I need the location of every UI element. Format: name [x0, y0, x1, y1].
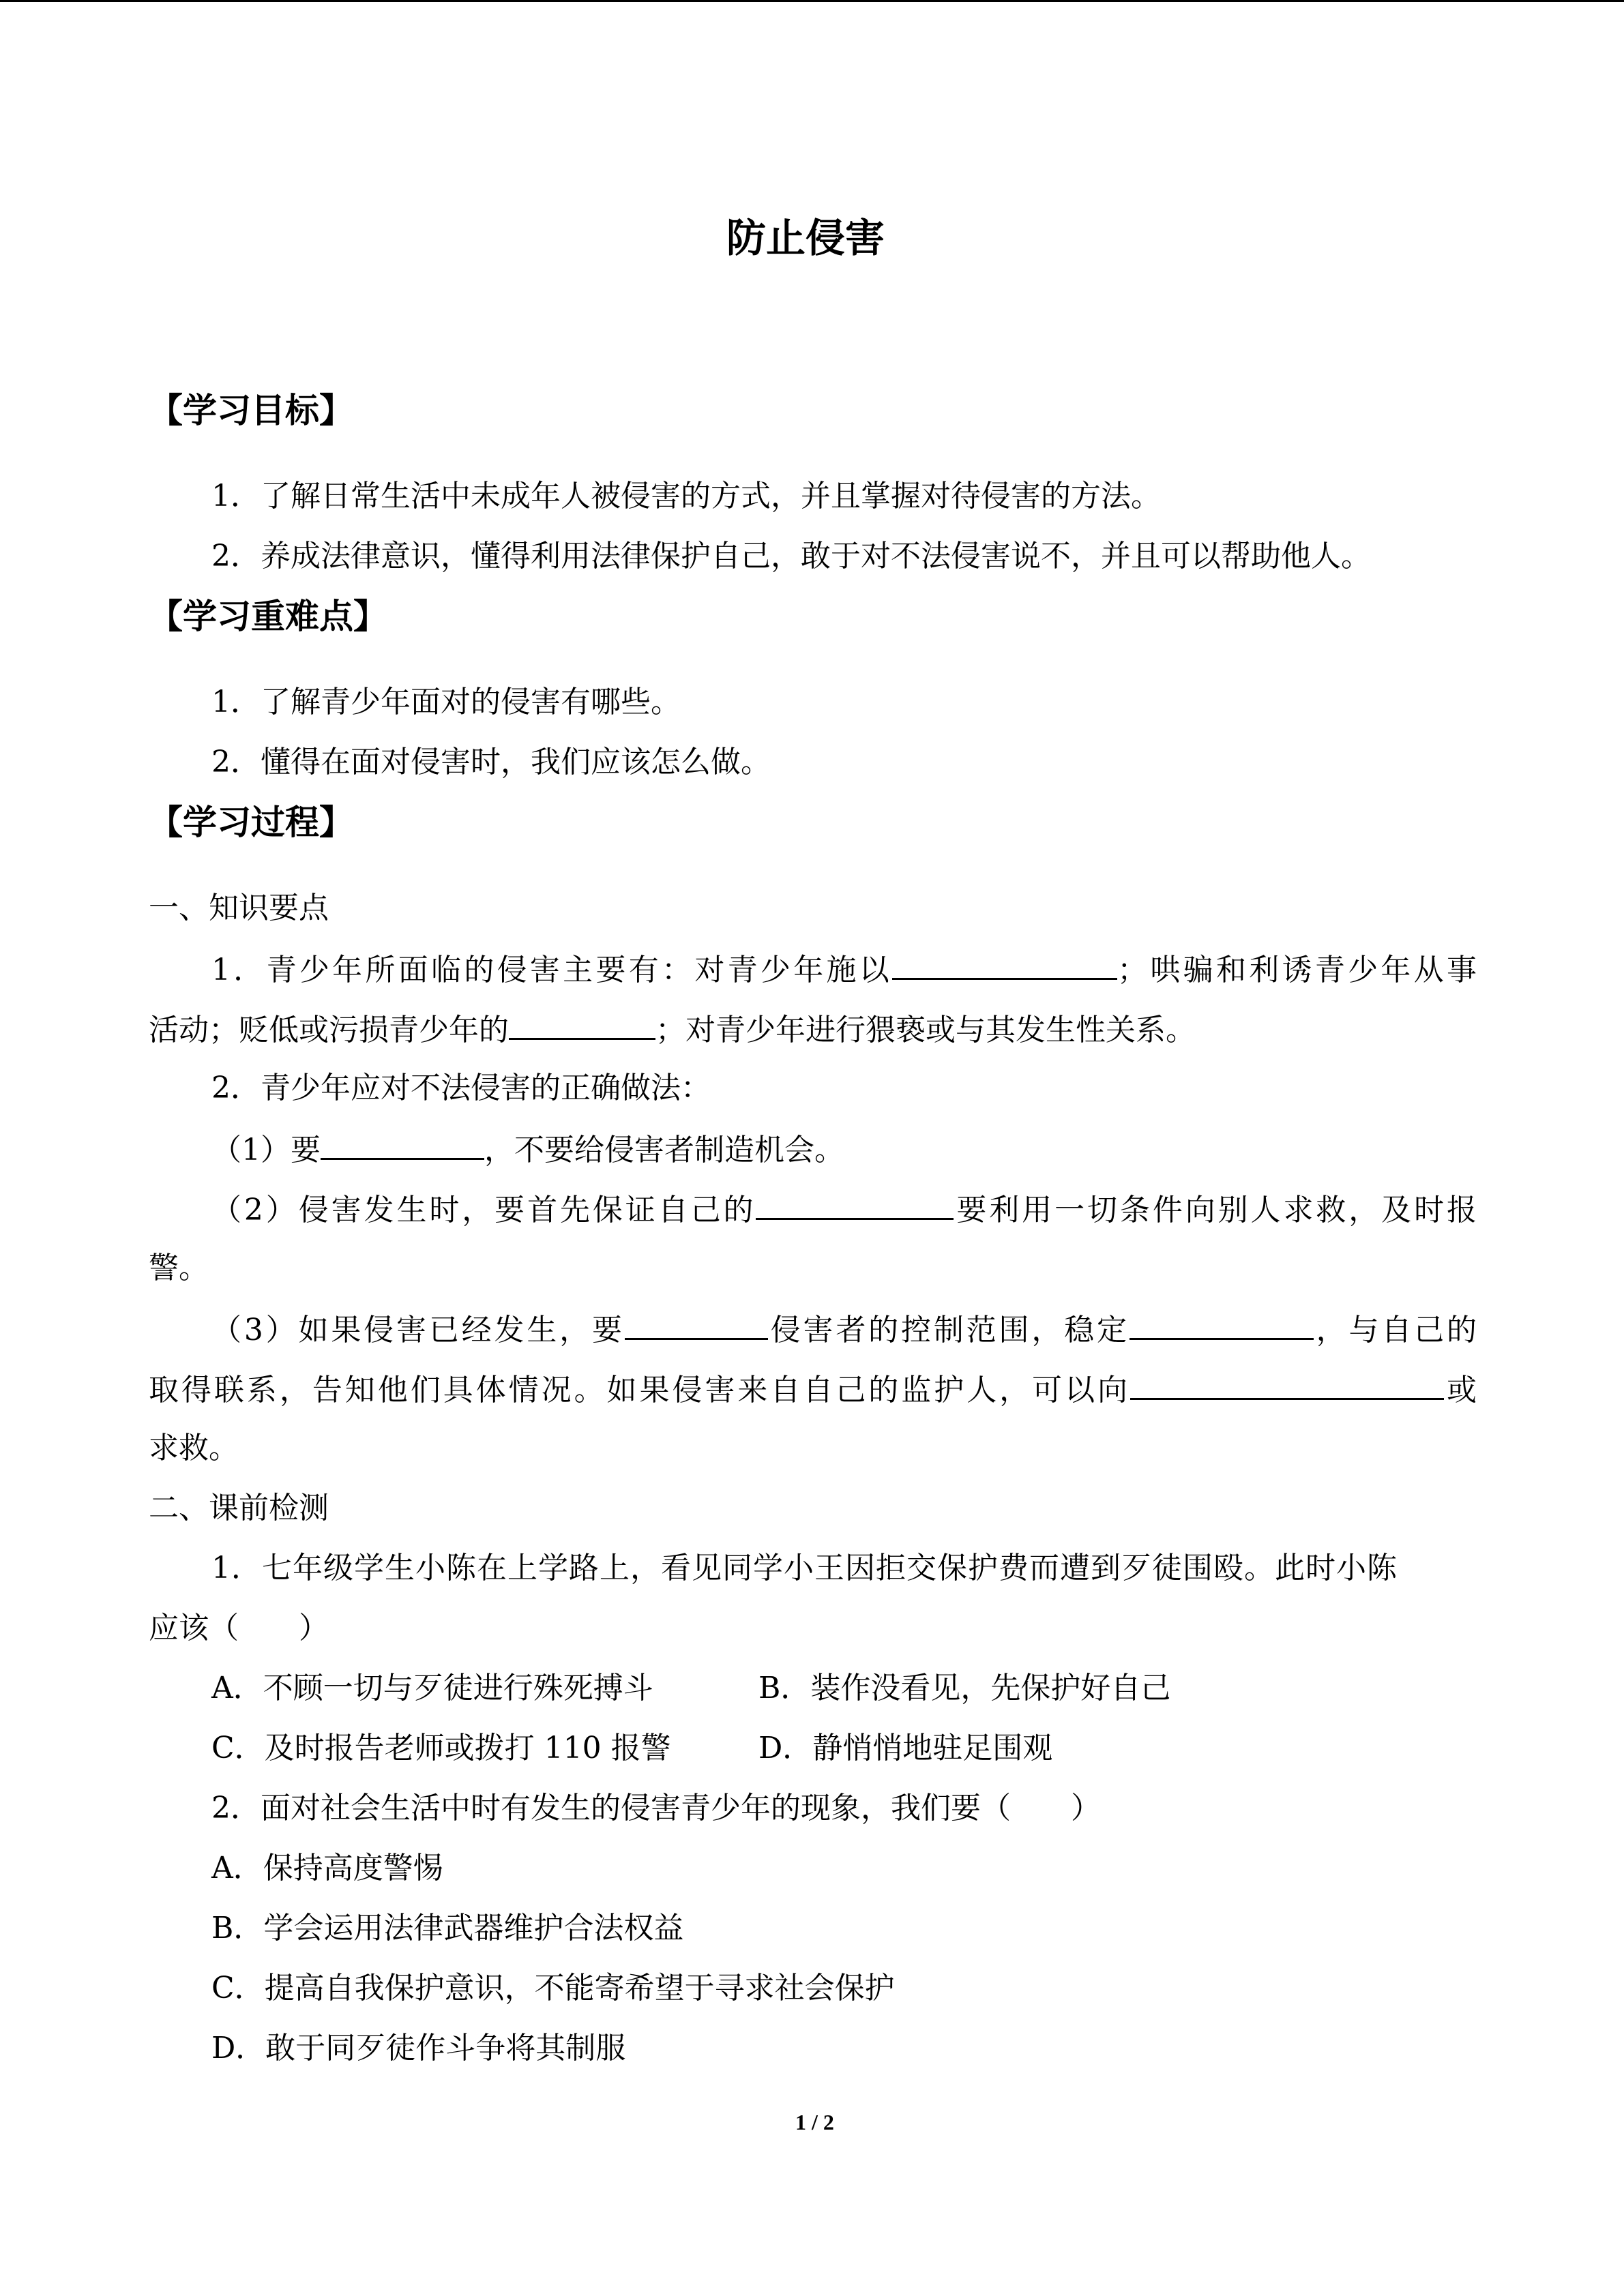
- knowledge-p3-line3: 求救。: [149, 1431, 239, 1465]
- pretest-q1-option-d: D．静悄悄地驻足围观: [758, 1731, 1053, 1765]
- page-title: 防止侵害: [726, 215, 885, 261]
- q1-text-a: 1．青少年所面临的侵害主要有：对青少年施以: [211, 953, 893, 987]
- process-heading: 【学习过程】: [149, 803, 353, 842]
- pretest-q2: 2．面对社会生活中时有发生的侵害青少年的现象，我们要（ ）: [211, 1791, 1101, 1825]
- pretest-q2-option-b: B．学会运用法律武器维护合法权益: [211, 1911, 684, 1945]
- key-point-item: 1．了解青少年面对的侵害有哪些。: [211, 685, 681, 719]
- q1-text-c: 活动；贬低或污损青少年的: [149, 1013, 509, 1047]
- pretest-q2-option-a: A．保持高度警惕: [211, 1851, 443, 1885]
- knowledge-p3-line1: [211, 1309, 1477, 1350]
- pretest-q1-option-a: A．不顾一切与歹徒进行殊死搏斗: [211, 1671, 653, 1705]
- p2-text-b: 要利用一切条件向别人求救，及时报: [954, 1193, 1477, 1227]
- top-border-line: [0, 0, 1624, 2]
- knowledge-p2-line2: 警。: [149, 1251, 209, 1285]
- knowledge-p2-line1: [211, 1189, 1477, 1229]
- p3-text-d: 取得联系，告知他们具体情况。如果侵害来自自己的监护人，可以向: [149, 1373, 1131, 1407]
- knowledge-q1-line1: [211, 949, 1477, 989]
- objectives-heading: 【学习目标】: [149, 391, 353, 430]
- knowledge-q2: 2．青少年应对不法侵害的正确做法：: [211, 1071, 711, 1105]
- fill-blank: [509, 1009, 655, 1040]
- pretest-q2-option-d: D．敢于同歹徒作斗争将其制服: [211, 2031, 626, 2066]
- p3-text-b: 侵害者的控制范围，稳定: [767, 1313, 1130, 1347]
- p3-text-e: 或: [1444, 1373, 1477, 1407]
- objective-item: 1．了解日常生活中未成年人被侵害的方式，并且掌握对待侵害的方法。: [211, 479, 1161, 513]
- pretest-q1-option-b: B．装作没看见，先保护好自己: [758, 1671, 1171, 1705]
- key-points-heading: 【学习重难点】: [149, 597, 387, 636]
- fill-blank: [1130, 1369, 1444, 1400]
- fill-blank: [625, 1309, 768, 1340]
- pretest-q2-option-c: C．提高自我保护意识，不能寄希望于寻求社会保护: [211, 1971, 895, 2006]
- q1-text-b: ；哄骗和利诱青少年从事: [1117, 953, 1477, 987]
- fill-blank: [756, 1189, 954, 1220]
- q1-text-d: ；对青少年进行猥亵或与其发生性关系。: [655, 1013, 1196, 1047]
- knowledge-q1-line2: [149, 1009, 1196, 1049]
- section-title-knowledge: 一、知识要点: [149, 891, 329, 925]
- knowledge-p1: [211, 1129, 844, 1169]
- p3-text-c: ，与自己的: [1313, 1313, 1477, 1347]
- objective-item: 2．养成法律意识，懂得利用法律保护自己，敢于对不法侵害说不，并且可以帮助他人。: [211, 539, 1371, 573]
- p3-text-a: （3）如果侵害已经发生，要: [211, 1313, 625, 1347]
- section-title-pretest: 二、课前检测: [149, 1491, 329, 1525]
- p2-text-a: （2）侵害发生时，要首先保证自己的: [211, 1193, 756, 1227]
- page-number: 1 / 2: [795, 2110, 834, 2134]
- fill-blank: [1130, 1309, 1314, 1340]
- p1-text-b: ，不要给侵害者制造机会。: [484, 1133, 844, 1167]
- p1-text-a: （1）要: [211, 1133, 321, 1167]
- pretest-q1-option-c: C．及时报告老师或拨打 110 报警: [211, 1731, 671, 1765]
- fill-blank: [321, 1129, 484, 1160]
- fill-blank: [892, 949, 1117, 980]
- pretest-q1-line1: 1．七年级学生小陈在上学路上，看见同学小王因拒交保护费而遭到歹徒围殴。此时小陈: [211, 1551, 1398, 1585]
- key-point-item: 2．懂得在面对侵害时，我们应该怎么做。: [211, 745, 771, 779]
- knowledge-p3-line2: [149, 1369, 1477, 1410]
- pretest-q1-line2: 应该（ ）: [149, 1611, 329, 1645]
